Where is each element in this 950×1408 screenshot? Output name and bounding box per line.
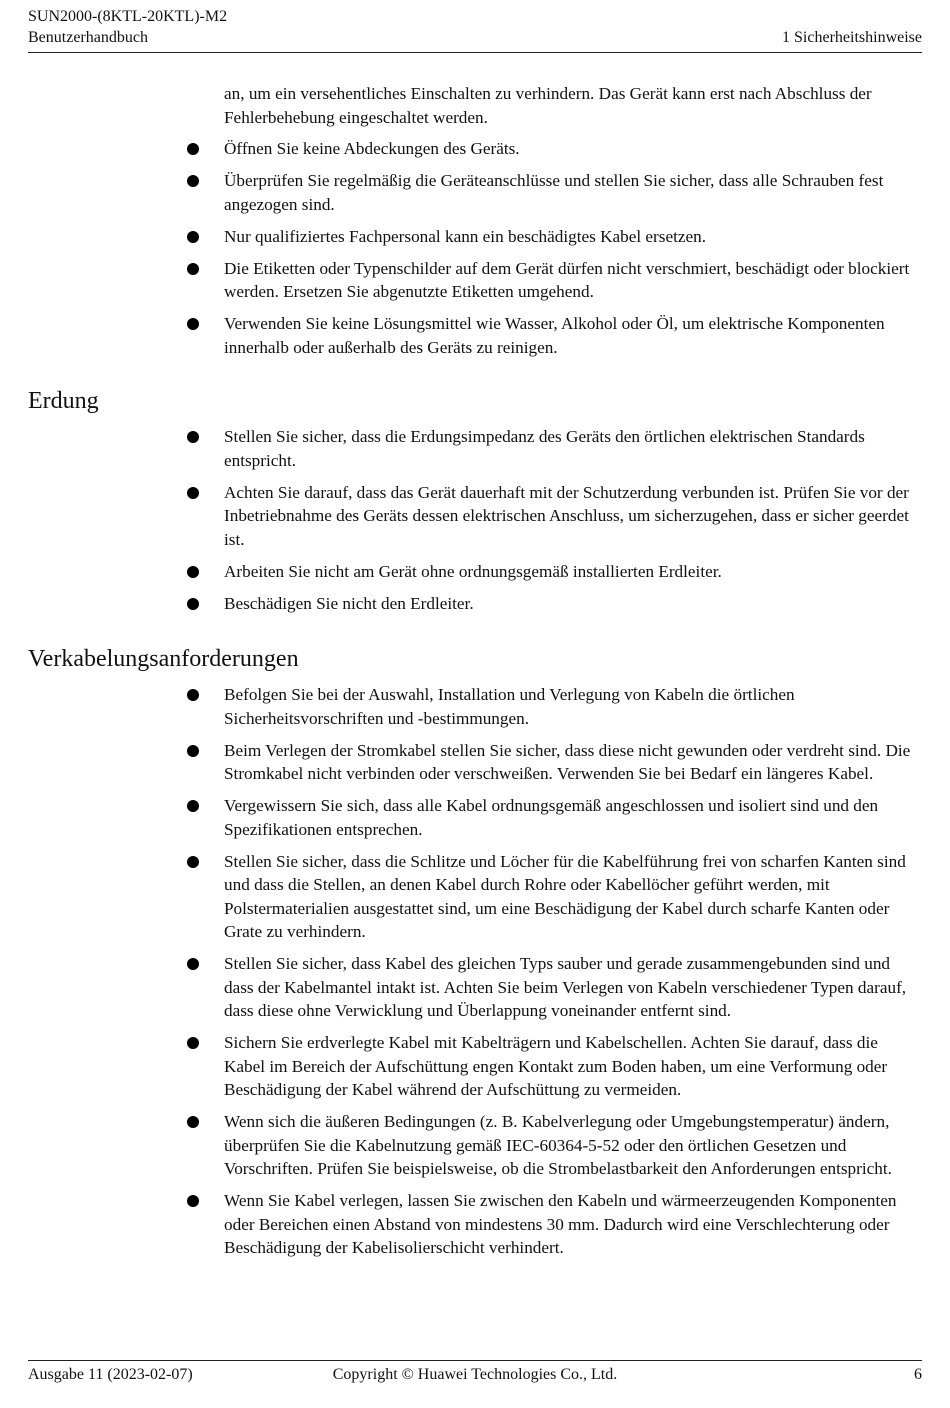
list-item: Befolgen Sie bei der Auswahl, Installation und Verlegung von Kabeln die örtlichen Sicherheitsvorschriften und -bestimmungen.	[0, 683, 950, 730]
header-chapter: 1 Sicherheitshinweise	[782, 29, 922, 46]
bullet-icon	[187, 856, 199, 868]
list-item: Achten Sie darauf, dass das Gerät dauerhaft mit der Schutzerdung verbunden ist. Prüfen Sie vor der Inbetriebnahme des Geräts dessen elektrischen Anschluss, um sicherzugehen, dass er sicher geerdet ist.	[0, 481, 950, 552]
list-item: Vergewissern Sie sich, dass alle Kabel ordnungsgemäß angeschlossen und isoliert sind und den Spezifikationen entsprechen.	[0, 794, 950, 841]
footer-copyright: Copyright © Huawei Technologies Co., Ltd.	[332, 1366, 618, 1383]
bullet-icon	[187, 800, 199, 812]
bullet-icon	[187, 143, 199, 155]
footer-page-number: 6	[914, 1366, 922, 1383]
section-heading-verkabelung: Verkabelungsanforderungen	[28, 646, 299, 672]
list-item: Wenn Sie Kabel verlegen, lassen Sie zwischen den Kabeln und wärmeerzeugenden Komponenten oder Bereichen einen Abstand von mindestens 30 mm. Dadurch wird eine Verschlechterung oder Beschädigung der Kabelisolierschicht verhindert.	[0, 1189, 950, 1260]
footer-edition: Ausgabe 11 (2023-02-07)	[28, 1366, 193, 1383]
bullet-icon	[187, 1116, 199, 1128]
list-item: Wenn sich die äußeren Bedingungen (z. B. Kabelverlegung oder Umgebungstemperatur) ändern, überprüfen Sie die Kabelnutzung gemäß IEC-60364-5-52 oder den örtlichen Gesetzen und Vorschriften. Prüfen Sie beispielsweise, ob die Strombelastbarkeit den Anforderungen entspricht.	[0, 1110, 950, 1181]
bullet-icon	[187, 263, 199, 275]
bullet-icon	[187, 958, 199, 970]
list-item: Beim Verlegen der Stromkabel stellen Sie sicher, dass diese nicht gewunden oder verdreht sind. Die Stromkabel nicht verbinden oder verschweißen. Verwenden Sie bei Bedarf ein längeres Kabel.	[0, 739, 950, 786]
bullet-icon	[187, 1037, 199, 1049]
list-item: Die Etiketten oder Typenschilder auf dem Gerät dürfen nicht verschmiert, beschädigt oder blockiert werden. Ersetzen Sie abgenutzte Etiketten umgehend.	[0, 257, 950, 304]
bullet-icon	[187, 175, 199, 187]
list-item: Beschädigen Sie nicht den Erdleiter.	[0, 592, 950, 616]
list-item: Stellen Sie sicher, dass die Erdungsimpedanz des Geräts den örtlichen elektrischen Standards entspricht.	[0, 425, 950, 472]
bullet-icon	[187, 689, 199, 701]
bullet-icon	[187, 1195, 199, 1207]
bullet-icon	[187, 318, 199, 330]
bullet-icon	[187, 431, 199, 443]
bullet-icon	[187, 598, 199, 610]
page-footer	[28, 1360, 922, 1383]
list-item: Stellen Sie sicher, dass die Schlitze und Löcher für die Kabelführung frei von scharfen Kanten sind und dass die Stellen, an denen Kabel durch Rohre oder Kabellöcher geführt werden, mit Polstermaterialien ausgestattet sind, um eine Beschädigung der Kabel durch scharfe Kanten oder Grate zu verhindern.	[0, 850, 950, 944]
list-item: Öffnen Sie keine Abdeckungen des Geräts.	[0, 137, 950, 161]
section-heading-erdung: Erdung	[28, 388, 99, 414]
bullet-icon	[187, 745, 199, 757]
list-item: Arbeiten Sie nicht am Gerät ohne ordnungsgemäß installierten Erdleiter.	[0, 560, 950, 584]
list-item: Stellen Sie sicher, dass Kabel des gleichen Typs sauber und gerade zusammengebunden sind und dass der Kabelmantel intakt ist. Achten Sie beim Verlegen von Kabeln verschiedener Typen darauf, dass diese ohne Verwicklung und Überlappung voneinander entfernt sind.	[0, 952, 950, 1023]
bullet-icon	[187, 566, 199, 578]
list-item: Nur qualifiziertes Fachpersonal kann ein beschädigtes Kabel ersetzen.	[0, 225, 950, 249]
bullet-icon	[187, 231, 199, 243]
page-header	[28, 6, 922, 53]
verkabelung-list	[0, 683, 950, 1268]
list-item: Überprüfen Sie regelmäßig die Geräteanschlüsse und stellen Sie sicher, dass alle Schrauben fest angezogen sind.	[0, 169, 950, 216]
continuation-text: an, um ein versehentliches Einschalten zu verhindern. Das Gerät kann erst nach Abschluss der Fehlerbehebung eingeschaltet werden.	[224, 84, 872, 127]
safety-list	[0, 137, 950, 368]
header-product: SUN2000-(8KTL-20KTL)-M2	[28, 8, 228, 25]
bullet-icon	[187, 487, 199, 499]
header-doc-type: Benutzerhandbuch	[28, 29, 148, 46]
list-item: Sichern Sie erdverlegte Kabel mit Kabelträgern und Kabelschellen. Achten Sie darauf, dass die Kabel im Bereich der Aufschüttung engen Kontakt zum Boden haben, um eine Verformung oder Beschädigung der Kabel während der Aufschüttung zu vermeiden.	[0, 1031, 950, 1102]
list-item: Verwenden Sie keine Lösungsmittel wie Wasser, Alkohol oder Öl, um elektrische Komponenten innerhalb oder außerhalb des Geräts zu reinigen.	[0, 312, 950, 359]
erdung-list	[0, 425, 950, 624]
